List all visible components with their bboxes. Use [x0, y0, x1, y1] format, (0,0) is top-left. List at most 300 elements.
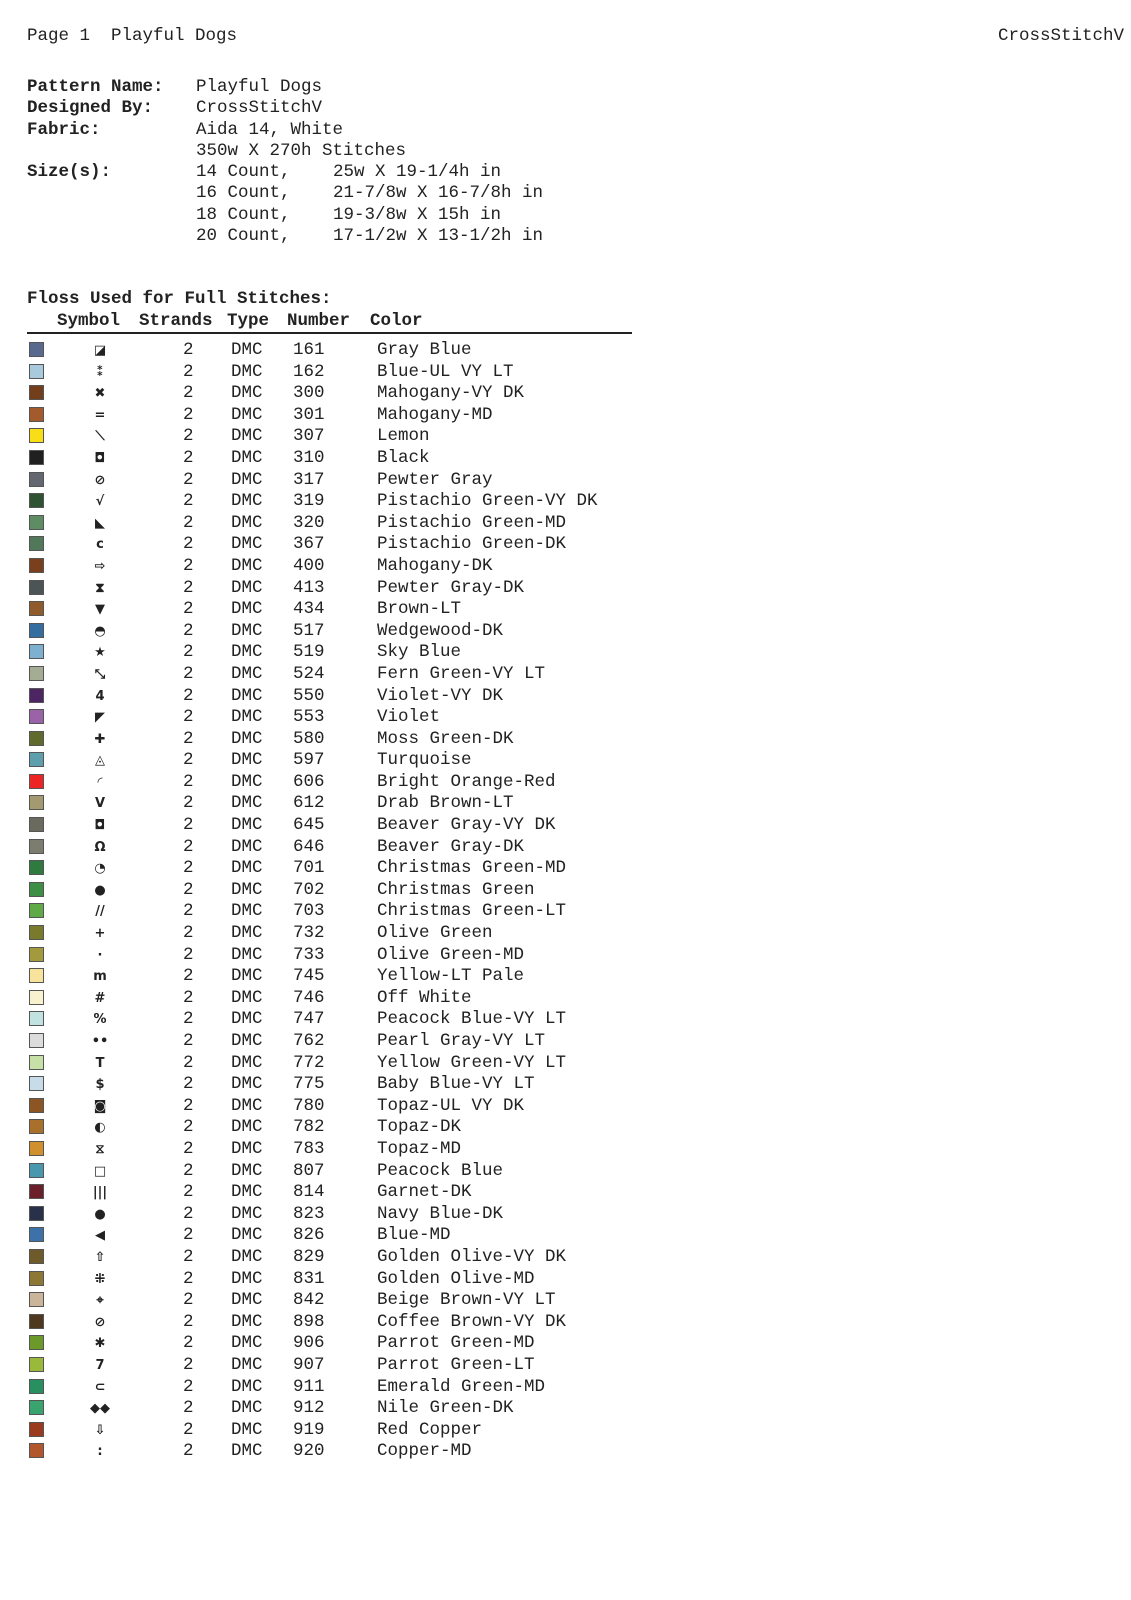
col-type: Type	[227, 311, 270, 331]
stitch-symbol: 4	[95, 688, 105, 704]
color-swatch	[29, 1163, 44, 1178]
table-row	[27, 988, 647, 1010]
designed-by: CrossStitchV	[196, 98, 323, 119]
floss-number: 906	[293, 1333, 325, 1354]
color-swatch	[29, 450, 44, 465]
floss-number: 301	[293, 404, 325, 425]
stitch-symbol: :	[97, 1444, 103, 1460]
table-row	[27, 772, 647, 794]
color-name: Black	[377, 447, 430, 468]
table-row	[27, 1031, 647, 1053]
color-name: Turquoise	[377, 750, 472, 771]
type-value: DMC	[231, 1419, 263, 1440]
color-swatch	[29, 688, 44, 703]
strands-value: 2	[183, 793, 194, 814]
table-row	[27, 858, 647, 880]
color-swatch	[29, 947, 44, 962]
floss-number: 829	[293, 1246, 325, 1267]
stitch-symbol: //	[95, 904, 105, 920]
strands-value: 2	[183, 836, 194, 857]
floss-number: 597	[293, 750, 325, 771]
type-value: DMC	[231, 1160, 263, 1181]
color-name: Pewter Gray-DK	[377, 577, 525, 598]
strands-value: 2	[183, 815, 194, 836]
table-row	[27, 1161, 647, 1183]
strands-value: 2	[183, 1290, 194, 1311]
floss-table-header	[27, 310, 632, 334]
color-name: Pistachio Green-MD	[377, 512, 567, 533]
color-name: Violet-VY DK	[377, 685, 504, 706]
type-value: DMC	[231, 1311, 263, 1332]
color-name: Drab Brown-LT	[377, 793, 514, 814]
type-value: DMC	[231, 1290, 263, 1311]
stitch-symbol: ✱	[94, 1336, 106, 1352]
table-row	[27, 362, 647, 384]
table-row	[27, 1290, 647, 1312]
strands-value: 2	[183, 361, 194, 382]
strands-value: 2	[183, 1009, 194, 1030]
floss-number: 919	[293, 1419, 325, 1440]
color-swatch	[29, 623, 44, 638]
stitch-symbol: ◣	[95, 515, 105, 531]
type-value: DMC	[231, 577, 263, 598]
table-row	[27, 1420, 647, 1442]
table-row	[27, 578, 647, 600]
type-value: DMC	[231, 1052, 263, 1073]
strands-value: 2	[183, 1095, 194, 1116]
floss-number: 612	[293, 793, 325, 814]
type-value: DMC	[231, 750, 263, 771]
type-value: DMC	[231, 1009, 263, 1030]
table-row	[27, 1053, 647, 1075]
color-swatch	[29, 1400, 44, 1415]
floss-number: 310	[293, 447, 325, 468]
color-swatch	[29, 342, 44, 357]
stitch-symbol: ⇨	[94, 558, 106, 574]
floss-number: 606	[293, 771, 325, 792]
type-value: DMC	[231, 512, 263, 533]
table-row	[27, 513, 647, 535]
floss-number: 580	[293, 728, 325, 749]
strands-value: 2	[183, 858, 194, 879]
color-name: Lemon	[377, 426, 430, 447]
type-value: DMC	[231, 901, 263, 922]
table-row	[27, 383, 647, 405]
pattern-name-label: Pattern Name:	[27, 77, 164, 97]
floss-table	[27, 340, 647, 1463]
table-row	[27, 1377, 647, 1399]
strands-value: 2	[183, 1203, 194, 1224]
type-value: DMC	[231, 1182, 263, 1203]
color-swatch	[29, 644, 44, 659]
stitch-symbol: ⇩	[94, 1422, 106, 1438]
color-swatch	[29, 1292, 44, 1307]
table-row	[27, 750, 647, 772]
floss-number: 762	[293, 1031, 325, 1051]
type-value: DMC	[231, 361, 263, 382]
color-name: Parrot Green-LT	[377, 1354, 535, 1375]
strands-value: 2	[183, 750, 194, 771]
type-value: DMC	[231, 1376, 263, 1397]
type-value: DMC	[231, 1095, 263, 1116]
stitch-symbol: 7	[95, 1357, 105, 1373]
color-name: Red Copper	[377, 1419, 483, 1440]
strands-value: 2	[183, 1074, 194, 1095]
stitch-symbol: ⁑	[96, 364, 104, 380]
color-swatch	[29, 558, 44, 573]
stitch-symbol: ⧖	[95, 1141, 105, 1157]
table-row	[27, 621, 647, 643]
type-value: DMC	[231, 771, 263, 792]
stitch-symbol: ⊘	[94, 1314, 106, 1330]
color-swatch	[29, 1141, 44, 1156]
type-value: DMC	[231, 923, 263, 944]
strands-value: 2	[183, 901, 194, 922]
color-swatch	[29, 839, 44, 854]
floss-number: 775	[293, 1074, 325, 1095]
table-row	[27, 556, 647, 578]
color-swatch	[29, 515, 44, 530]
floss-number: 814	[293, 1182, 325, 1203]
stitch-symbol: ◪	[93, 343, 107, 358]
strands-value: 2	[183, 1354, 194, 1375]
stitch-symbol: ▼	[95, 602, 105, 618]
floss-number: 320	[293, 512, 325, 533]
stitch-symbol: m	[93, 969, 107, 985]
size-dims: 25w X 19-1/4h in	[333, 162, 502, 183]
size-count: 18 Count,	[196, 204, 291, 225]
strands-value: 2	[183, 944, 194, 965]
stitch-symbol: ⤡	[94, 666, 106, 682]
table-row	[27, 945, 647, 967]
floss-number: 519	[293, 642, 325, 663]
stitch-symbol: ◔	[94, 861, 106, 877]
table-row	[27, 642, 647, 664]
floss-number: 162	[293, 361, 325, 382]
type-value: DMC	[231, 1398, 263, 1419]
table-row	[27, 729, 647, 751]
color-swatch	[29, 1055, 44, 1070]
size-dims: 19-3/8w X 15h in	[333, 204, 502, 225]
color-name: Sky Blue	[377, 642, 462, 663]
color-name: Christmas Green-LT	[377, 901, 567, 922]
floss-number: 319	[293, 491, 325, 512]
color-swatch	[29, 580, 44, 595]
color-name: Gray Blue	[377, 340, 472, 360]
size-count: 16 Count,	[196, 183, 291, 204]
stitch-symbol: ·	[97, 947, 103, 963]
table-row	[27, 1441, 647, 1463]
strands-value: 2	[183, 1225, 194, 1246]
floss-number: 831	[293, 1268, 325, 1289]
color-swatch	[29, 774, 44, 789]
stitch-symbol: V	[94, 796, 106, 812]
type-value: DMC	[231, 1441, 263, 1462]
strands-value: 2	[183, 577, 194, 598]
size-count: 20 Count,	[196, 226, 291, 247]
color-name: Christmas Green	[377, 879, 535, 900]
color-name: Beaver Gray-DK	[377, 836, 525, 857]
color-name: Pearl Gray-VY LT	[377, 1031, 546, 1051]
table-row	[27, 491, 647, 513]
color-name: Baby Blue-VY LT	[377, 1074, 535, 1095]
color-name: Olive Green	[377, 923, 493, 944]
floss-number: 702	[293, 879, 325, 900]
strands-value: 2	[183, 1398, 194, 1419]
type-value: DMC	[231, 1268, 263, 1289]
type-value: DMC	[231, 987, 263, 1008]
strands-value: 2	[183, 1138, 194, 1159]
color-name: Topaz-UL VY DK	[377, 1095, 525, 1116]
stitch-symbol: #	[94, 990, 106, 1006]
strands-value: 2	[183, 1441, 194, 1462]
color-name: Fern Green-VY LT	[377, 663, 546, 684]
floss-number: 826	[293, 1225, 325, 1246]
color-name: Topaz-DK	[377, 1117, 462, 1138]
type-value: DMC	[231, 858, 263, 879]
floss-number: 842	[293, 1290, 325, 1311]
stitch-symbol: ◤	[95, 710, 105, 726]
color-swatch	[29, 1033, 44, 1048]
stitch-symbol: =	[94, 407, 106, 423]
color-swatch	[29, 882, 44, 897]
table-row	[27, 966, 647, 988]
floss-number: 782	[293, 1117, 325, 1138]
strands-value: 2	[183, 1311, 194, 1332]
color-swatch	[29, 1249, 44, 1264]
color-name: Christmas Green-MD	[377, 858, 567, 879]
floss-number: 823	[293, 1203, 325, 1224]
size-dims: 17-1/2w X 13-1/2h in	[333, 226, 544, 247]
color-swatch	[29, 1357, 44, 1372]
color-swatch	[29, 709, 44, 724]
type-value: DMC	[231, 469, 263, 490]
stitch-symbol: ⁜	[94, 1271, 106, 1287]
color-name: Mahogany-DK	[377, 555, 493, 576]
stitch-symbol: +	[94, 926, 106, 942]
stitch-symbol: ⌖	[96, 1293, 104, 1309]
type-value: DMC	[231, 491, 263, 512]
color-swatch	[29, 428, 44, 443]
color-swatch	[29, 731, 44, 746]
strands-value: 2	[183, 404, 194, 425]
strands-value: 2	[183, 1246, 194, 1267]
stitch-symbol: ◬	[95, 753, 105, 769]
type-value: DMC	[231, 426, 263, 447]
stitch-symbol: ⟍	[95, 429, 105, 445]
stitch-symbol: Ω	[94, 839, 106, 855]
floss-number: 646	[293, 836, 325, 857]
table-row	[27, 923, 647, 945]
strands-value: 2	[183, 879, 194, 900]
table-row	[27, 448, 647, 470]
pattern-name: Playful Dogs	[196, 77, 323, 97]
color-swatch	[29, 925, 44, 940]
strands-value: 2	[183, 1268, 194, 1289]
table-row	[27, 1204, 647, 1226]
floss-number: 161	[293, 340, 325, 360]
color-swatch	[29, 666, 44, 681]
table-row	[27, 599, 647, 621]
color-swatch	[29, 795, 44, 810]
type-value: DMC	[231, 340, 263, 360]
floss-number: 367	[293, 534, 325, 555]
strands-value: 2	[183, 1117, 194, 1138]
color-name: Violet	[377, 707, 441, 728]
color-name: Nile Green-DK	[377, 1398, 514, 1419]
table-row	[27, 534, 647, 556]
color-name: Bright Orange-Red	[377, 771, 556, 792]
type-value: DMC	[231, 685, 263, 706]
type-value: DMC	[231, 1203, 263, 1224]
floss-number: 300	[293, 383, 325, 404]
strands-value: 2	[183, 685, 194, 706]
stitch-symbol: ●	[94, 882, 106, 898]
table-row	[27, 1182, 647, 1204]
strands-value: 2	[183, 447, 194, 468]
color-swatch	[29, 1271, 44, 1286]
page-header-left: Page 1 Playful Dogs	[27, 26, 238, 46]
type-value: DMC	[231, 1074, 263, 1095]
color-name: Pistachio Green-DK	[377, 534, 567, 555]
color-name: Golden Olive-MD	[377, 1268, 535, 1289]
color-name: Coffee Brown-VY DK	[377, 1311, 567, 1332]
col-number: Number	[287, 311, 351, 331]
table-row	[27, 426, 647, 448]
col-strands: Strands	[139, 311, 213, 331]
floss-number: 747	[293, 1009, 325, 1030]
table-row	[27, 1009, 647, 1031]
strands-value: 2	[183, 620, 194, 641]
table-row	[27, 815, 647, 837]
type-value: DMC	[231, 707, 263, 728]
floss-number: 920	[293, 1441, 325, 1462]
color-name: Beige Brown-VY LT	[377, 1290, 556, 1311]
type-value: DMC	[231, 1138, 263, 1159]
color-swatch	[29, 968, 44, 983]
color-swatch	[29, 860, 44, 875]
strands-value: 2	[183, 966, 194, 987]
color-swatch	[29, 1422, 44, 1437]
fabric: Aida 14, White	[196, 119, 344, 140]
color-swatch	[29, 1011, 44, 1026]
type-value: DMC	[231, 879, 263, 900]
stitch-symbol: □	[93, 1163, 107, 1179]
stitch-count: 350w X 270h Stitches	[196, 140, 407, 161]
stitch-symbol: √	[95, 494, 105, 510]
floss-number: 553	[293, 707, 325, 728]
color-swatch	[29, 364, 44, 379]
stitch-symbol: ✚	[94, 731, 106, 747]
color-swatch	[29, 385, 44, 400]
color-swatch	[29, 493, 44, 508]
designed-by-label: Designed By:	[27, 98, 154, 119]
floss-number: 783	[293, 1138, 325, 1159]
stitch-symbol: ⊘	[94, 472, 106, 488]
strands-value: 2	[183, 1052, 194, 1073]
type-value: DMC	[231, 620, 263, 641]
table-row	[27, 1225, 647, 1247]
strands-value: 2	[183, 1333, 194, 1354]
color-name: Off White	[377, 987, 472, 1008]
strands-value: 2	[183, 707, 194, 728]
strands-value: 2	[183, 771, 194, 792]
stitch-symbol: ◘	[94, 450, 106, 466]
strands-value: 2	[183, 469, 194, 490]
stitch-symbol: $	[95, 1077, 105, 1093]
color-swatch	[29, 1076, 44, 1091]
type-value: DMC	[231, 663, 263, 684]
stitch-symbol: ◙	[93, 1098, 107, 1114]
color-name: Brown-LT	[377, 599, 462, 620]
type-value: DMC	[231, 383, 263, 404]
color-swatch	[29, 1335, 44, 1350]
floss-number: 701	[293, 858, 325, 879]
floss-number: 517	[293, 620, 325, 641]
floss-number: 780	[293, 1095, 325, 1116]
color-name: Mahogany-VY DK	[377, 383, 525, 404]
type-value: DMC	[231, 1117, 263, 1138]
strands-value: 2	[183, 426, 194, 447]
stitch-symbol: |||	[92, 1185, 108, 1201]
col-color: Color	[370, 311, 423, 331]
strands-value: 2	[183, 512, 194, 533]
strands-value: 2	[183, 534, 194, 555]
stitch-symbol: ••	[91, 1034, 109, 1049]
strands-value: 2	[183, 555, 194, 576]
color-name: Pewter Gray	[377, 469, 493, 490]
type-value: DMC	[231, 555, 263, 576]
color-swatch	[29, 1206, 44, 1221]
color-name: Yellow-LT Pale	[377, 966, 525, 987]
type-value: DMC	[231, 966, 263, 987]
table-row	[27, 1333, 647, 1355]
color-name: Moss Green-DK	[377, 728, 514, 749]
floss-number: 434	[293, 599, 325, 620]
size-label: Size(s):	[27, 162, 112, 183]
size-count: 14 Count,	[196, 162, 291, 183]
type-value: DMC	[231, 728, 263, 749]
color-swatch	[29, 1227, 44, 1242]
stitch-symbol: ⧗	[95, 580, 105, 596]
type-value: DMC	[231, 404, 263, 425]
color-name: Topaz-MD	[377, 1138, 462, 1159]
color-swatch	[29, 407, 44, 422]
table-row	[27, 664, 647, 686]
col-symbol: Symbol	[57, 311, 121, 331]
strands-value: 2	[183, 923, 194, 944]
color-name: Garnet-DK	[377, 1182, 472, 1203]
stitch-symbol: ✖	[94, 386, 106, 402]
stitch-symbol: %	[93, 1012, 107, 1028]
color-swatch	[29, 601, 44, 616]
table-row	[27, 1269, 647, 1291]
strands-value: 2	[183, 1031, 194, 1051]
floss-number: 645	[293, 815, 325, 836]
type-value: DMC	[231, 642, 263, 663]
type-value: DMC	[231, 534, 263, 555]
strands-value: 2	[183, 663, 194, 684]
table-row	[27, 1139, 647, 1161]
floss-number: 911	[293, 1376, 325, 1397]
table-row	[27, 405, 647, 427]
table-row	[27, 470, 647, 492]
strands-value: 2	[183, 1160, 194, 1181]
type-value: DMC	[231, 447, 263, 468]
stitch-symbol: T	[95, 1055, 105, 1071]
color-name: Blue-MD	[377, 1225, 451, 1246]
stitch-symbol: ◆◆	[90, 1401, 110, 1417]
